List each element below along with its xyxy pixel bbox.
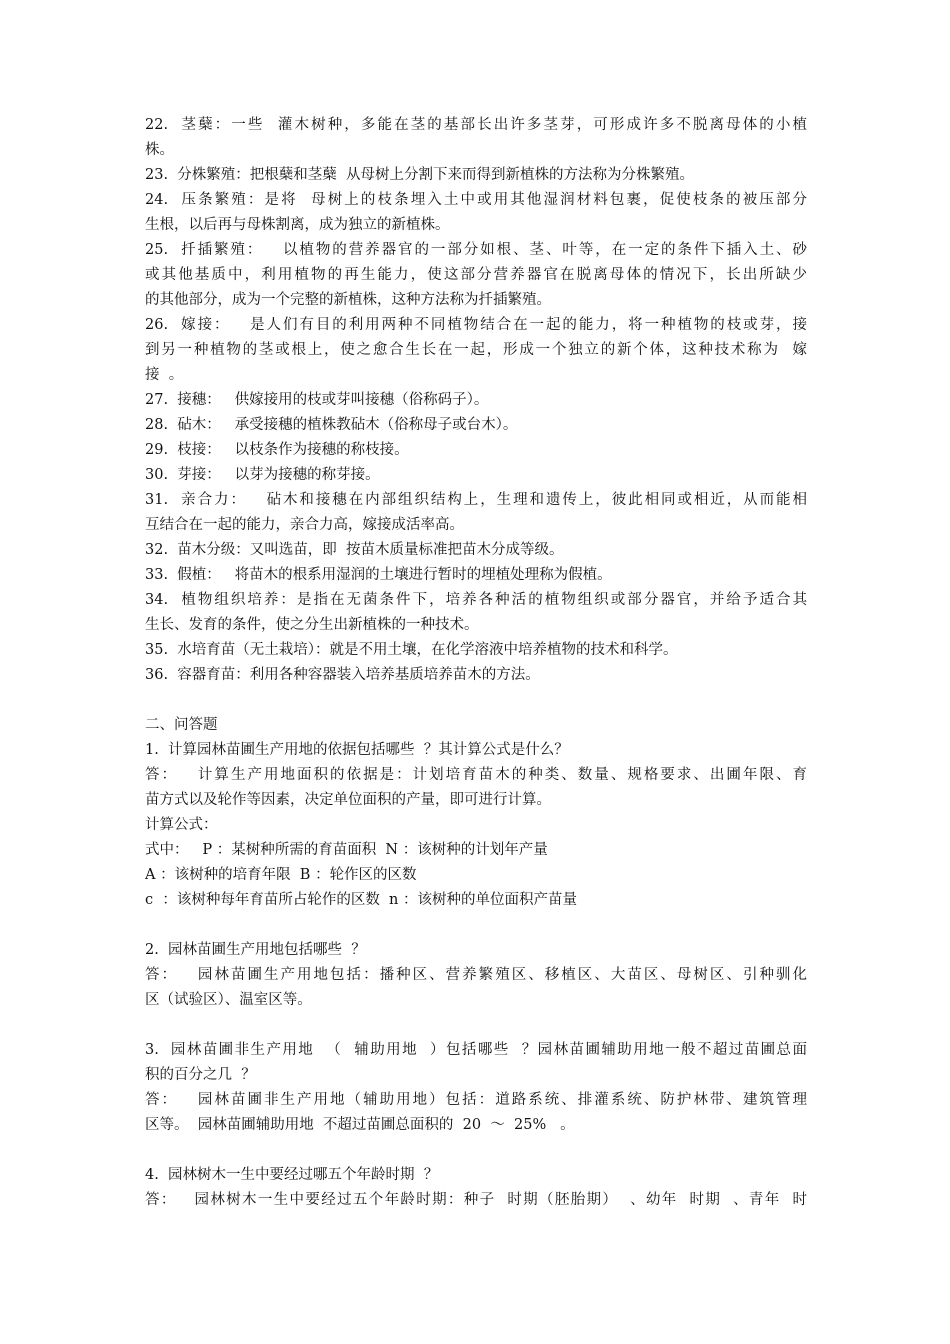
document-page [145,113,807,1213]
text-line: 答： 园林树木一生中要经过五个年龄时期：种子 时期（胚胎期） 、幼年 时期 、青年 时 [145,1192,807,1208]
text-line: 1. 计算园林苗圃生产用地的依据包括哪些 ？其计算公式是什么？ [145,742,569,758]
text-line: 27. 接穗： 供嫁接用的枝或芽叫接穗（俗称码子）。 [145,392,489,408]
text-line: c ：该树种每年育苗所占轮作的区数 n ：该树种的单位面积产苗量 [145,892,578,908]
blank-line [145,688,807,713]
text-line: 接 。 [145,367,184,383]
text-line: 苗方式以及轮作等因素，决定单位面积的产量，即可进行计算。 [145,792,551,808]
text-line: 35. 水培育苗（无土栽培）：就是不用土壤，在化学溶液中培养植物的技术和科学。 [145,642,678,658]
text-line: A ：该树种的培育年限 B ：轮作区的区数 [145,867,417,883]
text-line: 的其他部分，成为一个完整的新植株，这种方法称为扦插繁殖。 [145,292,551,308]
text-line: 生长、发育的条件，使之分生出新植株的一种技术。 [145,617,479,633]
text-line: 3. 园林苗圃非生产用地 （ 辅助用地 ）包括哪些 ？园林苗圃辅助用地一般不超过苗圃总面 [145,1042,807,1058]
text-line: 31. 亲合力： 砧木和接穗在内部组织结构上，生理和遗传上，彼此相同或相近，从而能相 [145,492,807,508]
text-line: 28. 砧木： 承受接穗的植株教砧木（俗称母子或台木）。 [145,417,518,433]
document-body [145,113,807,1213]
text-line: 22. 茎蘖：一些 灌木树种，多能在茎的基部长出许多茎芽，可形成许多不脱离母体的小植 [145,117,807,133]
text-line: 32. 苗木分级：又叫选苗，即 按苗木质量标准把苗木分成等级。 [145,542,564,558]
text-line: 计算公式： [145,817,218,833]
text-line: 答： 计算生产用地面积的依据是：计划培育苗木的种类、数量、规格要求、出圃年限、育 [145,767,807,783]
blank-line [145,1013,807,1038]
text-line: 或其他基质中，利用植物的再生能力，使这部分营养器官在脱离母体的情况下，长出所缺少 [145,267,807,283]
text-line: 23. 分株繁殖：把根蘖和茎蘖 从母树上分割下来而得到新植株的方法称为分株繁殖。 [145,167,694,183]
text-line: 答： 园林苗圃生产用地包括：播种区、营养繁殖区、移植区、大苗区、母树区、引种驯化 [145,967,807,983]
text-line: 33. 假植： 将苗木的根系用湿润的土壤进行暂时的埋植处理称为假植。 [145,567,612,583]
text-line: 区（试验区）、温室区等。 [145,992,312,1008]
text-line: 2. 园林苗圃生产用地包括哪些 ？ [145,942,366,958]
text-line: 答： 园林苗圃非生产用地（辅助用地）包括：道路系统、排灌系统、防护林带、建筑管理 [145,1092,807,1108]
text-line: 互结合在一起的能力，亲合力高，嫁接成活率高。 [145,517,464,533]
text-line: 生根，以后再与母株割离，成为独立的新植株。 [145,217,450,233]
text-line: 36. 容器育苗：利用各种容器装入培养基质培养苗木的方法。 [145,667,540,683]
text-line: 株。 [145,142,174,158]
blank-line [145,913,807,938]
text-line: 29. 枝接： 以枝条作为接穗的称枝接。 [145,442,409,458]
text-line: 到另一种植物的茎或根上，使之愈合生长在一起，形成一个独立的新个体，这种技术称为 嫁 [145,342,807,358]
text-line: 4. 园林树木一生中要经过哪五个年龄时期 ？ [145,1167,439,1183]
text-line: 式中： P ：某树种所需的育苗面积 N ：该树种的计划年产量 [145,842,548,858]
text-line: 二、问答题 [145,717,218,733]
text-line: 30. 芽接： 以芽为接穗的称芽接。 [145,467,380,483]
text-line: 24. 压条繁殖：是将 母树上的枝条埋入土中或用其他湿润材料包裹，促使枝条的被压部分 [145,192,807,208]
text-line: 积的百分之几 ？ [145,1067,256,1083]
text-line: 34. 植物组织培养：是指在无菌条件下，培养各种活的植物组织或部分器官，并给予适合其 [145,592,807,608]
text-line: 25. 扦插繁殖： 以植物的营养器官的一部分如根、茎、叶等，在一定的条件下插入土、砂 [145,242,807,258]
text-line: 26. 嫁接： 是人们有目的利用两种不同植物结合在一起的能力，将一种植物的枝或芽，接 [145,317,807,333]
blank-line [145,1138,807,1163]
text-line: 区等。 园林苗圃辅助用地 不超过苗圃总面积的 20 ～ 25% 。 [145,1117,575,1133]
